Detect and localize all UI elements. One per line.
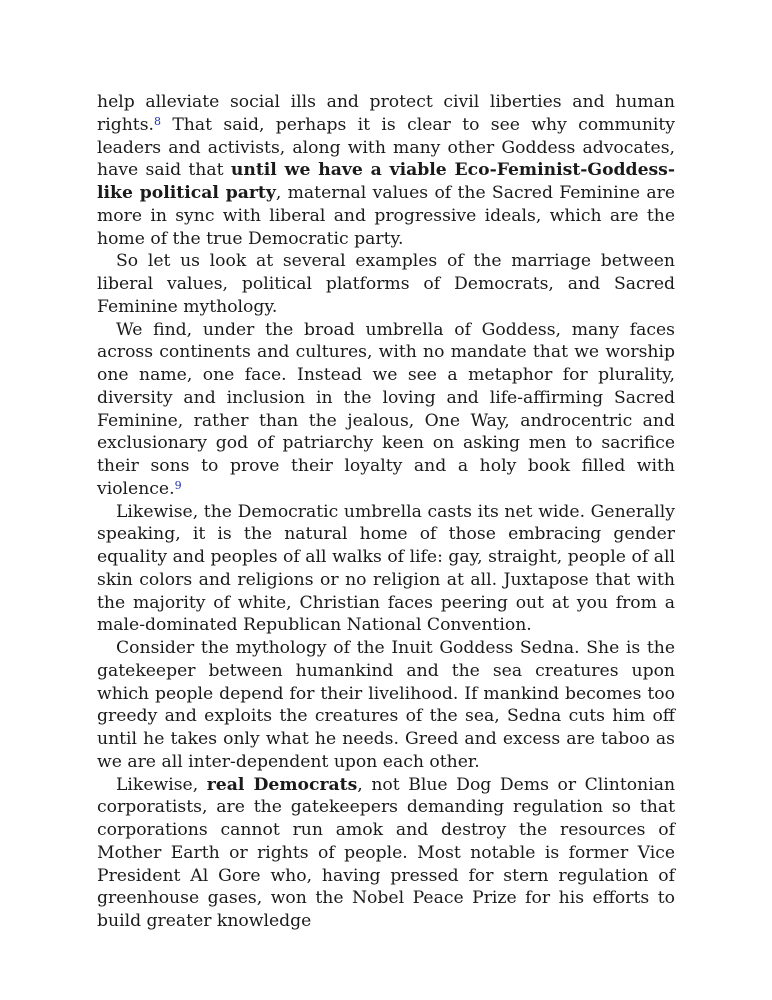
bold-phrase: real Democrats [206, 774, 358, 795]
paragraph-text: That said, perhaps it is clear to see why community leaders and activists, along with many other Goddess advocates, have said that [97, 114, 675, 181]
footnote-ref-8[interactable]: 8 [153, 114, 161, 128]
document-page [97, 91, 675, 933]
paragraph-text: Likewise, the Democratic umbrella casts its net wide. Generally speaking, it is the natural home of those embracing gender equality and peoples of all walks of life: gay, straight, people of all skin colors and religions or no religion at all. Juxtapose that with the majority of white, Christian faces peering out at you from a male-dominated Republican National Convention. [97, 501, 675, 636]
paragraph-text: Likewise, [116, 774, 207, 795]
paragraph-text: Consider the mythology of the Inuit Goddess Sedna. She is the gatekeeper between humankind and the sea creatures upon which people depend for their livelihood. If mankind becomes too greedy and exploits the creatures of the sea, Sedna cuts him off until he takes only what he needs. Greed and excess are taboo as we are all inter-dependent upon each other. [97, 638, 675, 772]
paragraph-4 [97, 501, 675, 638]
paragraph-text: So let us look at several examples of the marriage between liberal values, political platforms of Democrats, and Sacred Feminine mythology. [97, 251, 675, 317]
paragraph-text: , not Blue Dog Dems or Clintonian corporatists, are the gatekeepers demanding regulation so that corporations cannot run amok and destroy the resources of Mother Earth or rights of people. Most notable is former Vice President Al Gore who, having pressed for stern regulation of greenhouse gases, won the Nobel Peace Prize for his efforts to build greater knowledge [97, 774, 676, 931]
paragraph-5 [97, 637, 675, 774]
paragraph-2 [97, 250, 675, 318]
paragraph-6 [97, 774, 675, 933]
footnote-ref-9[interactable]: 9 [174, 478, 182, 492]
paragraph-text: We find, under the broad umbrella of Goddess, many faces across continents and cultures, with no mandate that we worship one name, one face. Instead we see a metaphor for plurality, diversity and inclusion in the loving and life-affirming Sacred Feminine, rather than the jealous, One Way, androcentric and exclusionary god of patriarchy keen on asking men to sacrifice their sons to prove their loyalty and a holy book filled with violence. [97, 319, 675, 499]
paragraph-text: help alleviate social ills and protect civil liberties and human rights. [97, 92, 675, 135]
paragraph-3 [97, 319, 675, 501]
paragraph-text: , maternal values of the Sacred Feminine are more in sync with liberal and progressive ideals, which are the home of the true Democratic party. [97, 183, 675, 249]
bold-phrase: until we have a viable Eco-Feminist-Goddess-like political party [97, 160, 675, 203]
paragraph-1 [97, 91, 675, 250]
